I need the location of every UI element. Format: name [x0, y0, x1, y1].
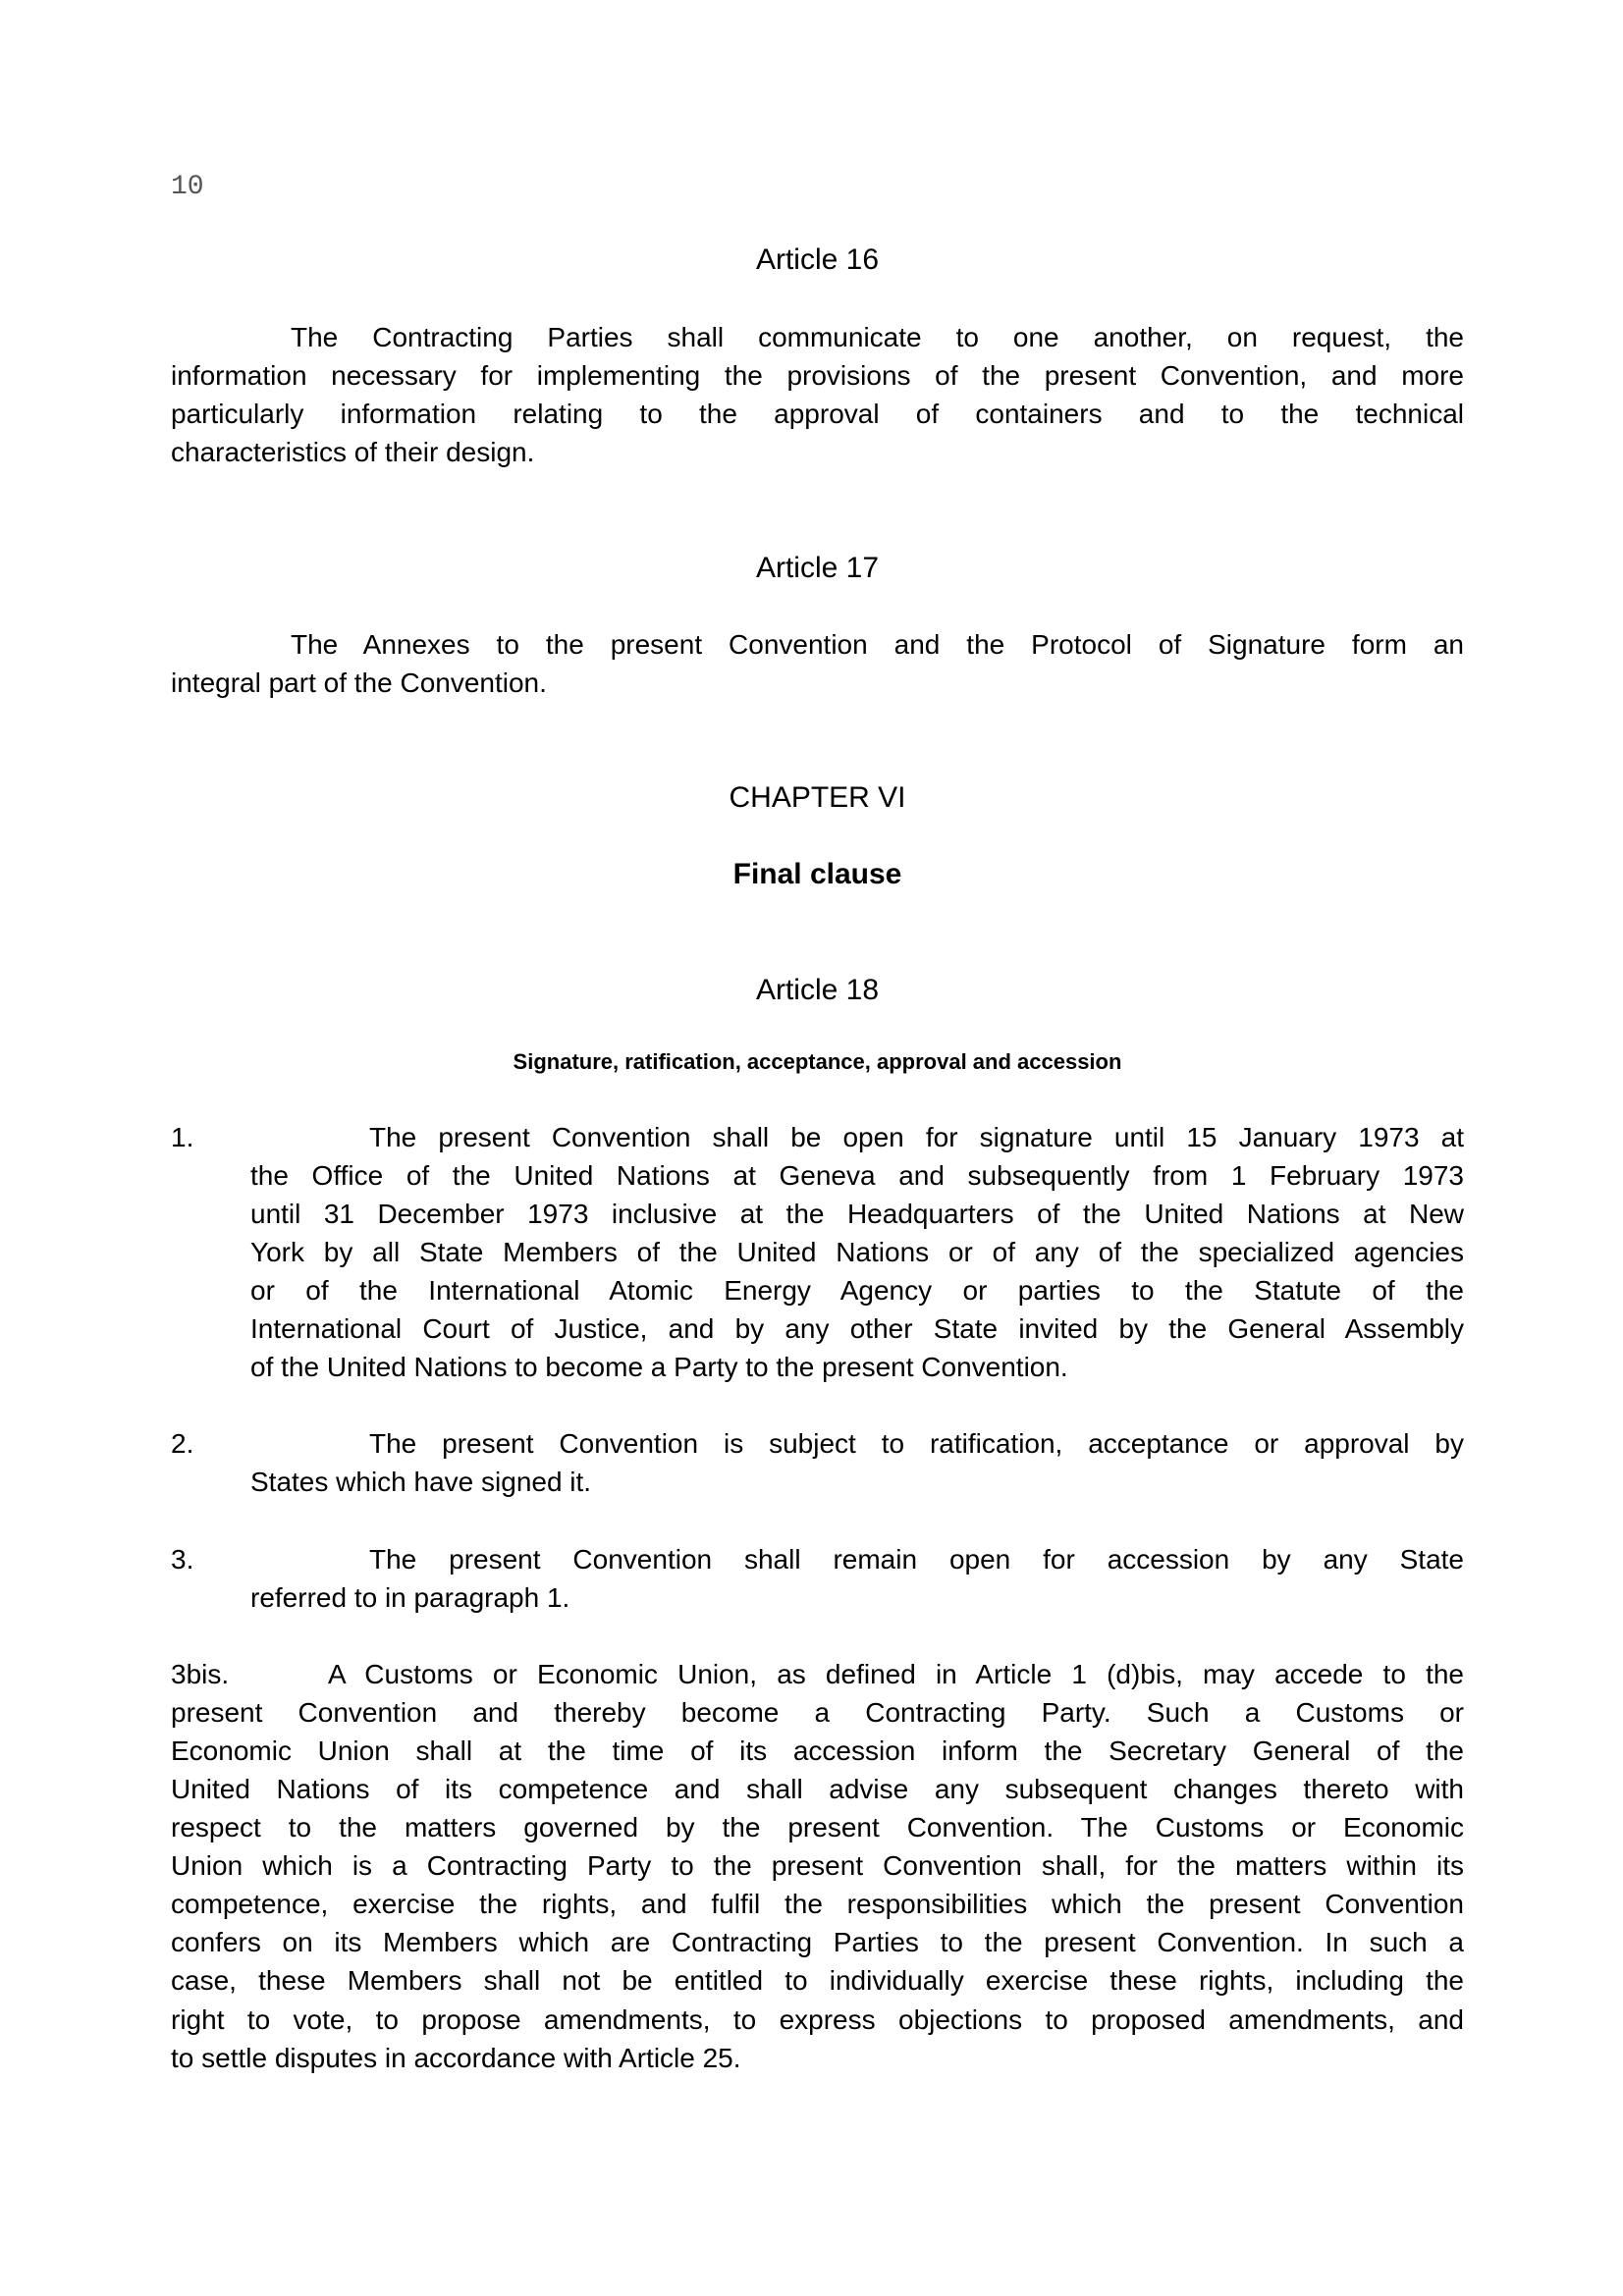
chapter-title: Final clause	[732, 858, 902, 890]
item-3bis-line: to settle disputes in accordance with Article 25.	[171, 2043, 741, 2073]
article-17-line: integral part of the Convention.	[171, 667, 547, 698]
item-3bis-line: respect to the matters governed by the present Convention. The Customs or Economic	[171, 1812, 1464, 1842]
item-3bis-line: Economic Union shall at the time of its accession inform the Secretary General of the	[171, 1735, 1464, 1766]
item-3bis-line: A Customs or Economic Union, as defined in Article 1 (d)bis, may accede to the	[328, 1659, 1464, 1689]
article-16-heading: Article 16	[755, 243, 880, 276]
item-3-line: referred to in paragraph 1.	[250, 1582, 570, 1613]
article-18-subtitle: Signature, ratification, acceptance, approval and accession	[513, 1049, 1122, 1074]
item-1-line: until 31 December 1973 inclusive at the Headquarters of the United Nations at New	[250, 1199, 1464, 1229]
article-17-heading: Article 17	[755, 552, 880, 584]
item-1-line: the Office of the United Nations at Geneva and subsequently from 1 February 1973	[250, 1160, 1464, 1191]
item-number: 2.	[171, 1428, 194, 1459]
item-1-line: of the United Nations to become a Party to the present Convention.	[250, 1352, 1068, 1382]
item-1-line: International Court of Justice, and by any other State invited by the General Assembly	[250, 1313, 1464, 1344]
article-16-line: particularly information relating to the approval of containers and to the technical	[171, 399, 1464, 429]
item-3bis-line: right to vote, to propose amendments, to express objections to proposed amendments, and	[171, 2004, 1464, 2035]
item-number: 1.	[171, 1122, 194, 1152]
article-18-heading: Article 18	[755, 974, 880, 1006]
item-3bis-line: present Convention and thereby become a Contracting Party. Such a Customs or	[171, 1697, 1464, 1728]
article-16-line: The Contracting Parties shall communicate to one another, on request, the	[291, 322, 1464, 352]
item-3-line: The present Convention shall remain open for accession by any State	[369, 1544, 1464, 1575]
article-16-line: information necessary for implementing the provisions of the present Convention, and more	[171, 360, 1464, 391]
item-3bis-line: competence, exercise the rights, and fulfil the responsibilities which the present Convention	[171, 1889, 1464, 1919]
article-16-line: characteristics of their design.	[171, 437, 535, 467]
page-number: 10	[171, 172, 204, 202]
item-2-line: The present Convention is subject to ratification, acceptance or approval by	[369, 1428, 1464, 1459]
item-3bis-line: case, these Members shall not be entitled to individually exercise these rights, including the	[171, 1965, 1464, 1996]
item-number: 3.	[171, 1544, 194, 1575]
article-17-line: The Annexes to the present Convention and the Protocol of Signature form an	[291, 629, 1464, 660]
item-number: 3bis.	[171, 1659, 230, 1689]
item-1-line: The present Convention shall be open for signature until 15 January 1973 at	[369, 1122, 1464, 1152]
item-2-line: States which have signed it.	[250, 1467, 592, 1497]
item-3bis-line: United Nations of its competence and shall advise any subsequent changes thereto with	[171, 1774, 1464, 1804]
item-3bis-line: Union which is a Contracting Party to the present Convention shall, for the matters within its	[171, 1850, 1464, 1881]
item-1-line: or of the International Atomic Energy Agency or parties to the Statute of the	[250, 1275, 1464, 1306]
item-1-line: York by all State Members of the United Nations or of any of the specialized agencies	[250, 1237, 1464, 1267]
chapter-number: CHAPTER VI	[729, 781, 906, 814]
item-3bis-line: confers on its Members which are Contracting Parties to the present Convention. In such a	[171, 1927, 1464, 1957]
